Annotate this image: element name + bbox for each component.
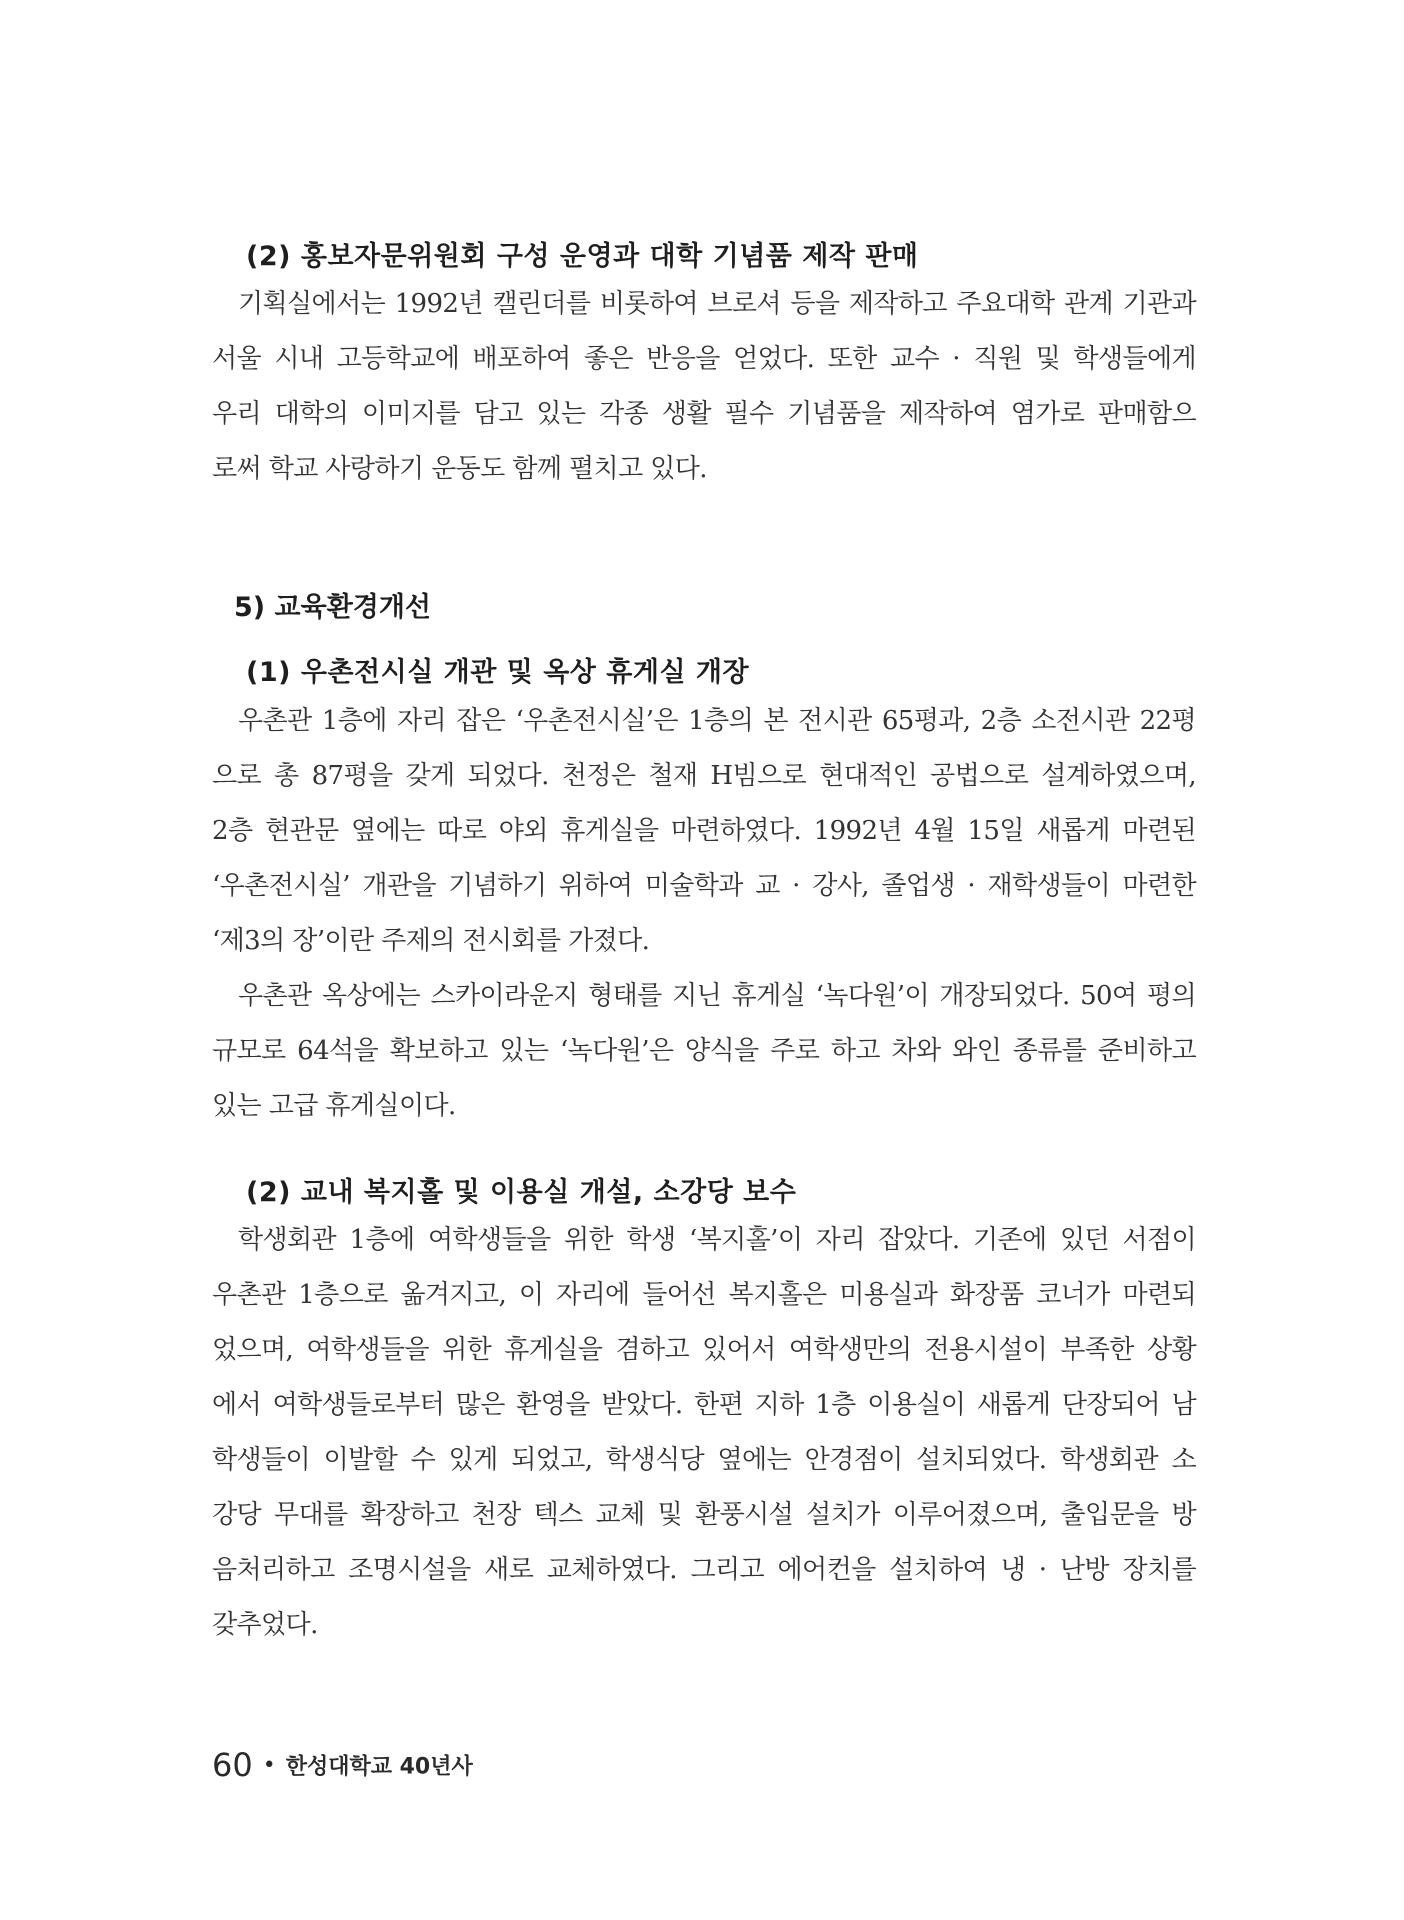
bullet-separator: • xyxy=(262,1752,276,1778)
section-heading-education-environment: 5) 교육환경개선 xyxy=(234,592,432,623)
paragraph-line: 우촌관 1층으로 옮겨지고, 이 자리에 들어선 복지홀은 미용실과 화장품 코너가 마련되 xyxy=(212,1280,1196,1310)
paragraph-line: ‘제3의 장’이란 주제의 전시회를 가졌다. xyxy=(212,926,650,956)
paragraph-line: 있는 고급 휴게실이다. xyxy=(212,1091,456,1121)
paragraph-line: 우촌관 1층에 자리 잡은 ‘우촌전시실’은 1층의 본 전시관 65평과, 2층 소전시관 22평 xyxy=(238,706,1196,736)
paragraph-line: 2층 현관문 옆에는 따로 야외 휴게실을 마련하였다. 1992년 4월 15일 새롭게 마련된 xyxy=(212,816,1196,846)
paragraph-line: 음처리하고 조명시설을 새로 교체하였다. 그리고 에어컨을 설치하여 냉 · 난방 장치를 xyxy=(212,1555,1196,1585)
paragraph-line: 우촌관 옥상에는 스카이라운지 형태를 지닌 휴게실 ‘녹다원’이 개장되었다. 50여 평의 xyxy=(238,981,1196,1011)
paragraph-line: 으로 총 87평을 갖게 되었다. 천정은 철재 H빔으로 현대적인 공법으로 설계하였으며, xyxy=(212,761,1196,791)
subsection-heading-exhibition-hall: (1) 우촌전시실 개관 및 옥상 휴게실 개장 xyxy=(246,657,750,688)
page-footer xyxy=(212,1746,473,1784)
paragraph-line: 기획실에서는 1992년 캘린더를 비롯하여 브로셔 등을 제작하고 주요대학 관계 기관과 xyxy=(238,289,1196,319)
subsection-heading-welfare-hall: (2) 교내 복지홀 및 이용실 개설, 소강당 보수 xyxy=(246,1177,797,1208)
paragraph-line: 강당 무대를 확장하고 천장 텍스 교체 및 환풍시설 설치가 이루어졌으며, 출입문을 방 xyxy=(212,1500,1196,1530)
paragraph-line: 학생회관 1층에 여학생들을 위한 학생 ‘복지홀’이 자리 잡았다. 기존에 있던 서점이 xyxy=(238,1225,1196,1255)
paragraph-line: 우리 대학의 이미지를 담고 있는 각종 생활 필수 기념품을 제작하여 염가로 판매함으 xyxy=(212,399,1196,429)
paragraph-line: 었으며, 여학생들을 위한 휴게실을 겸하고 있어서 여학생만의 전용시설이 부족한 상황 xyxy=(212,1335,1196,1365)
page-number: 60 xyxy=(212,1746,253,1784)
paragraph-line: 로써 학교 사랑하기 운동도 함께 펼치고 있다. xyxy=(212,454,707,484)
paragraph-line: 학생들이 이발할 수 있게 되었고, 학생식당 옆에는 안경점이 설치되었다. 학생회관 소 xyxy=(212,1445,1196,1475)
paragraph-line: 서울 시내 고등학교에 배포하여 좋은 반응을 얻었다. 또한 교수 · 직원 및 학생들에게 xyxy=(212,344,1196,374)
book-title: 한성대학교 40년사 xyxy=(285,1754,473,1780)
paragraph-line: 규모로 64석을 확보하고 있는 ‘녹다원’은 양식을 주로 하고 차와 와인 종류를 준비하고 xyxy=(212,1036,1196,1066)
paragraph-line: 갖추었다. xyxy=(212,1610,318,1640)
paragraph-line: 에서 여학생들로부터 많은 환영을 받았다. 한편 지하 1층 이용실이 새롭게 단장되어 남 xyxy=(212,1390,1196,1420)
subsection-heading-pr-committee: (2) 홍보자문위원회 구성 운영과 대학 기념품 제작 판매 xyxy=(246,241,919,272)
paragraph-line: ‘우촌전시실’ 개관을 기념하기 위하여 미술학과 교 · 강사, 졸업생 · 재학생들이 마련한 xyxy=(212,871,1196,901)
